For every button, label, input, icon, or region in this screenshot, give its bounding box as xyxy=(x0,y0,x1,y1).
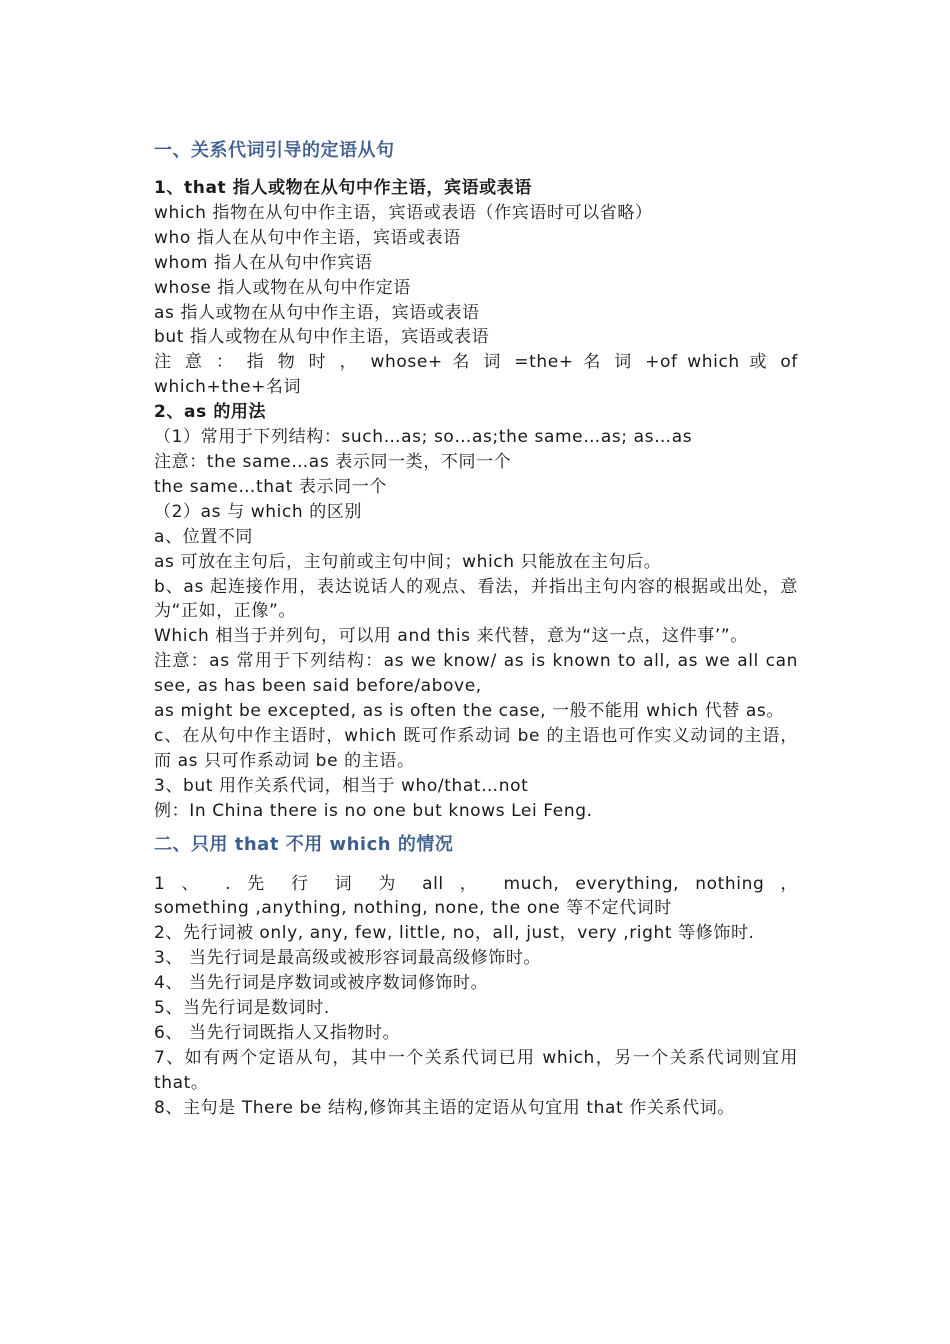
section-1-heading: 一、关系代词引导的定语从句 xyxy=(154,140,395,161)
rule-that: 1、that 指人或物在从句中作主语，宾语或表语 xyxy=(154,178,532,198)
which-parallel: Which 相当于并列句，可以用 and this 来代替，意为“这一点，这件事’”。 xyxy=(154,626,748,647)
document-page xyxy=(154,136,798,1121)
case-8: 8、主句是 There be 结构,修饰其主语的定语从句宜用 that 作关系代词。 xyxy=(154,1097,735,1118)
point-a-position: a、位置不同 xyxy=(154,526,254,547)
case-1-cont: something ,anything, nothing, none, the one 等不定代词时 xyxy=(154,898,672,919)
section-2-heading: 二、只用 that 不用 which 的情况 xyxy=(154,833,454,855)
case-6: 6、 当先行词既指人又指物时。 xyxy=(154,1023,401,1043)
rule-but: but 指人或物在从句中作主语，宾语或表语 xyxy=(154,327,490,348)
rule-who: who 指人在从句中作主语，宾语或表语 xyxy=(154,227,461,248)
as-which-difference: （2）as 与 which 的区别 xyxy=(154,501,363,522)
case-7: 7、如有两个定语从句，其中一个关系代词已用 which，另一个关系代词则宜用 that。 xyxy=(154,1047,798,1093)
as-structures: （1）常用于下列结构：such…as; so…as;the same…as; as…as xyxy=(154,427,693,448)
case-2: 2、先行词被 only, any, few, little, no，all, just，very ,right 等修饰时. xyxy=(154,923,755,944)
case-1: 1 、 . 先 行 词 为 all ， much, everything, nothing ， xyxy=(154,873,798,894)
case-3: 3、 当先行词是最高级或被形容词最高级修饰时。 xyxy=(154,948,542,969)
rule-whom: whom 指人在从句中作宾语 xyxy=(154,252,373,273)
example-lei-feng: 例：In China there is no one but knows Lei Feng. xyxy=(154,800,593,821)
note-same-as: 注意：the same…as 表示同一类，不同一个 xyxy=(154,451,512,472)
point-a-detail: as 可放在主句后，主句前或主句中间；which 只能放在主句后。 xyxy=(154,551,662,572)
note-as-structures-cont: as might be excepted, as is often the case, 一般不能用 which 代替 as。 xyxy=(154,701,784,722)
rule-whose: whose 指人或物在从句中作定语 xyxy=(154,277,411,298)
point-c: c、在从句中作主语时，which 既可作系动词 be 的主语也可作实义动词的主语，而 as 只可作系动词 be 的主语。 xyxy=(154,725,798,771)
point-b: b、as 起连接作用，表达说话人的观点、看法，并指出主句内容的根据或出处，意为“正如，正像”。 xyxy=(154,576,798,622)
note-whose-cont: which+the+名词 xyxy=(154,377,302,398)
rule-which: which 指物在从句中作主语，宾语或表语（作宾语时可以省略） xyxy=(154,202,653,223)
but-relative: 3、but 用作关系代词，相当于 who/that…not xyxy=(154,775,529,796)
case-5: 5、当先行词是数词时. xyxy=(154,998,330,1019)
note-as-structures: 注意：as 常用于下列结构：as we know/ as is known to all, as we all can see, as has been said before/above, xyxy=(154,651,798,697)
rule-as: as 指人或物在从句中作主语，宾语或表语 xyxy=(154,302,480,323)
case-4: 4、 当先行词是序数词或被序数词修饰时。 xyxy=(154,973,489,994)
subheading-as-usage: 2、as 的用法 xyxy=(154,402,267,423)
note-same-that: the same…that 表示同一个 xyxy=(154,476,387,497)
note-whose: 注 意 ： 指 物 时 ， whose+ 名 词 =the+ 名 词 +of which 或 of xyxy=(154,352,798,373)
